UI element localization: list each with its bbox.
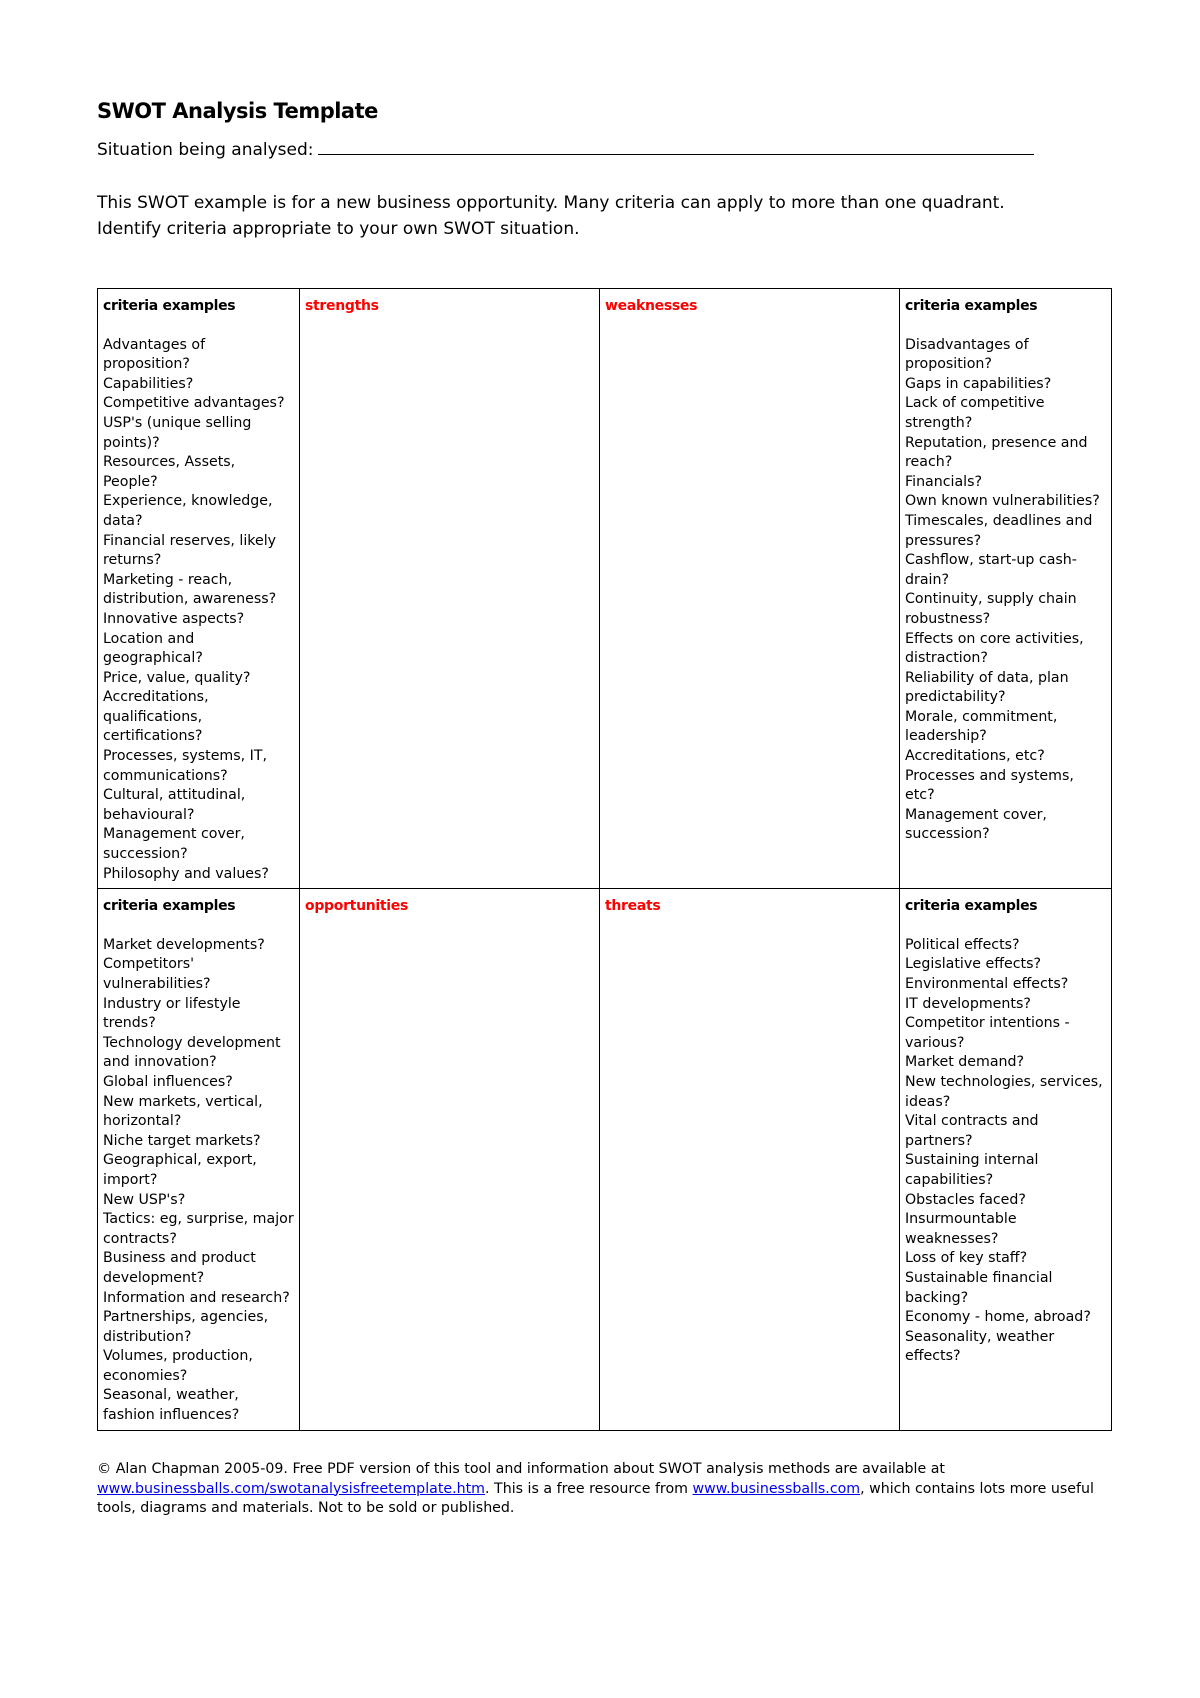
criteria-item: Insurmountable weaknesses? (905, 1211, 1017, 1247)
opportunities-header: opportunities (305, 898, 409, 915)
strengths-criteria-cell (98, 289, 300, 889)
criteria-item: Tactics: eg, surprise, major contracts? (103, 1211, 294, 1247)
footer-text-2: . This is a free resource from (485, 1480, 688, 1497)
footer-text-1: © Alan Chapman 2005-09. Free PDF version of this tool and information about SWOT analysis methods are available at (97, 1461, 945, 1477)
weaknesses-cell (600, 289, 900, 889)
criteria-item: Partnerships, agencies, distribution? (103, 1309, 269, 1345)
opportunities-cell (300, 889, 600, 1430)
criteria-item: Seasonal, weather, fashion influences? (103, 1387, 240, 1424)
criteria-item: Marketing - reach, distribution, awareness? (103, 571, 277, 608)
page-title: SWOT Analysis Template (97, 99, 378, 123)
businessballs-link[interactable]: www.businessballs.com (692, 1480, 861, 1497)
criteria-item: Political effects? (905, 936, 1020, 953)
criteria-item: USP's (unique selling points)? (103, 414, 252, 451)
criteria-item: Global influences? (103, 1073, 233, 1090)
criteria-item: Volumes, production, economies? (103, 1348, 253, 1384)
criteria-item: Own known vulnerabilities? (905, 493, 1100, 510)
situation-row (97, 137, 1034, 160)
criteria-item: Processes, systems, IT, communications? (103, 748, 268, 784)
criteria-item: New USP's? (103, 1191, 186, 1208)
criteria-item: Reputation, presence and reach? (905, 434, 1088, 471)
criteria-item: Location and geographical? (103, 630, 203, 667)
criteria-item: Financials? (905, 473, 983, 490)
criteria-item: Market developments? (103, 936, 265, 953)
footer-text-3: , which contains lots more useful tools, diagrams and materials. Not to be sold or published. (97, 1480, 1094, 1517)
criteria-item: Continuity, supply chain robustness? (905, 591, 1077, 627)
criteria-item: Morale, commitment, leadership? (905, 708, 1058, 745)
criteria-item: Processes and systems, etc? (905, 767, 1074, 804)
criteria-item: Resources, Assets, People? (103, 454, 236, 490)
criteria-item: Gaps in capabilities? (905, 375, 1052, 392)
criteria-item: Accreditations, etc? (905, 748, 1045, 765)
criteria-item: Geographical, export, import? (103, 1152, 257, 1188)
criteria-item: Capabilities? (103, 375, 194, 392)
swot-grid (97, 288, 1112, 1431)
opportunities-criteria-list (103, 936, 294, 1426)
criteria-item: Timescales, deadlines and pressures? (905, 512, 1093, 549)
criteria-header: criteria examples (905, 298, 1038, 314)
criteria-item: Seasonality, weather effects? (905, 1328, 1055, 1365)
criteria-item: Environmental effects? (905, 976, 1069, 992)
criteria-item: Competitors' vulnerabilities? (103, 956, 211, 992)
criteria-item: Business and product development? (103, 1250, 256, 1286)
strengths-criteria-list (103, 336, 294, 885)
criteria-item: Obstacles faced? (905, 1191, 1026, 1208)
criteria-item: Competitor intentions - various? (905, 1015, 1070, 1051)
swot-template-link[interactable]: www.businessballs.com/swotanalysisfreetemplate.htm (97, 1480, 486, 1497)
threats-cell (600, 889, 900, 1430)
weaknesses-criteria-cell (900, 289, 1112, 889)
intro-line-1: This SWOT example is for a new business opportunity. Many criteria can apply to more than one quadrant. (97, 193, 1005, 213)
criteria-item: New markets, vertical, horizontal? (103, 1093, 263, 1130)
criteria-header: criteria examples (905, 898, 1038, 915)
opportunities-criteria-cell (98, 889, 300, 1430)
criteria-header: criteria examples (103, 898, 236, 915)
footer-paragraph (97, 1460, 1113, 1519)
situation-blank-line (318, 137, 1034, 155)
criteria-item: Sustainable financial backing? (905, 1269, 1053, 1306)
swot-row-top (98, 289, 1112, 889)
criteria-item: Financial reserves, likely returns? (103, 532, 277, 569)
criteria-header: criteria examples (103, 298, 236, 314)
criteria-item: IT developments? (905, 995, 1031, 1012)
criteria-item: Effects on core activities, distraction? (905, 630, 1084, 667)
threats-header: threats (605, 898, 661, 915)
criteria-item: Niche target markets? (103, 1132, 261, 1149)
criteria-item: Economy - home, abroad? (905, 1309, 1091, 1326)
criteria-item: Technology development and innovation? (103, 1034, 281, 1071)
footer-note (97, 1460, 1113, 1519)
criteria-item: Vital contracts and partners? (905, 1113, 1039, 1149)
intro-text (97, 190, 1107, 242)
criteria-item: Management cover, succession? (103, 826, 245, 863)
criteria-item: Industry or lifestyle trends? (103, 995, 241, 1032)
threats-criteria-cell (900, 889, 1112, 1430)
criteria-item: Competitive advantages? (103, 395, 285, 412)
criteria-item: Cashflow, start-up cash-drain? (905, 552, 1077, 588)
strengths-cell (300, 289, 600, 889)
criteria-item: Reliability of data, plan predictability? (905, 669, 1069, 706)
criteria-item: Sustaining internal capabilities? (905, 1152, 1039, 1188)
weaknesses-criteria-list (905, 336, 1106, 845)
criteria-item: Accreditations, qualifications, certifications? (103, 689, 209, 745)
criteria-item: Philosophy and values? (103, 865, 269, 882)
criteria-item: Loss of key staff? (905, 1250, 1028, 1267)
criteria-item: Disadvantages of proposition? (905, 336, 1029, 373)
criteria-item: Experience, knowledge, data? (103, 493, 273, 529)
criteria-item: Price, value, quality? (103, 669, 251, 686)
intro-line-2: Identify criteria appropriate to your own SWOT situation. (97, 219, 580, 239)
criteria-item: Legislative effects? (905, 956, 1042, 973)
weaknesses-header: weaknesses (605, 298, 698, 314)
criteria-item: Cultural, attitudinal, behavioural? (103, 787, 246, 823)
criteria-item: Information and research? (103, 1289, 290, 1306)
criteria-item: Innovative aspects? (103, 610, 245, 627)
criteria-item: Management cover, succession? (905, 806, 1047, 843)
situation-label: Situation being analysed: (97, 140, 314, 160)
criteria-item: New technologies, services, ideas? (905, 1073, 1103, 1110)
threats-criteria-list (905, 936, 1106, 1367)
criteria-item: Market demand? (905, 1054, 1025, 1071)
strengths-header: strengths (305, 298, 379, 314)
criteria-item: Lack of competitive strength? (905, 395, 1045, 431)
swot-row-bottom (98, 889, 1112, 1430)
criteria-item: Advantages of proposition? (103, 336, 206, 373)
